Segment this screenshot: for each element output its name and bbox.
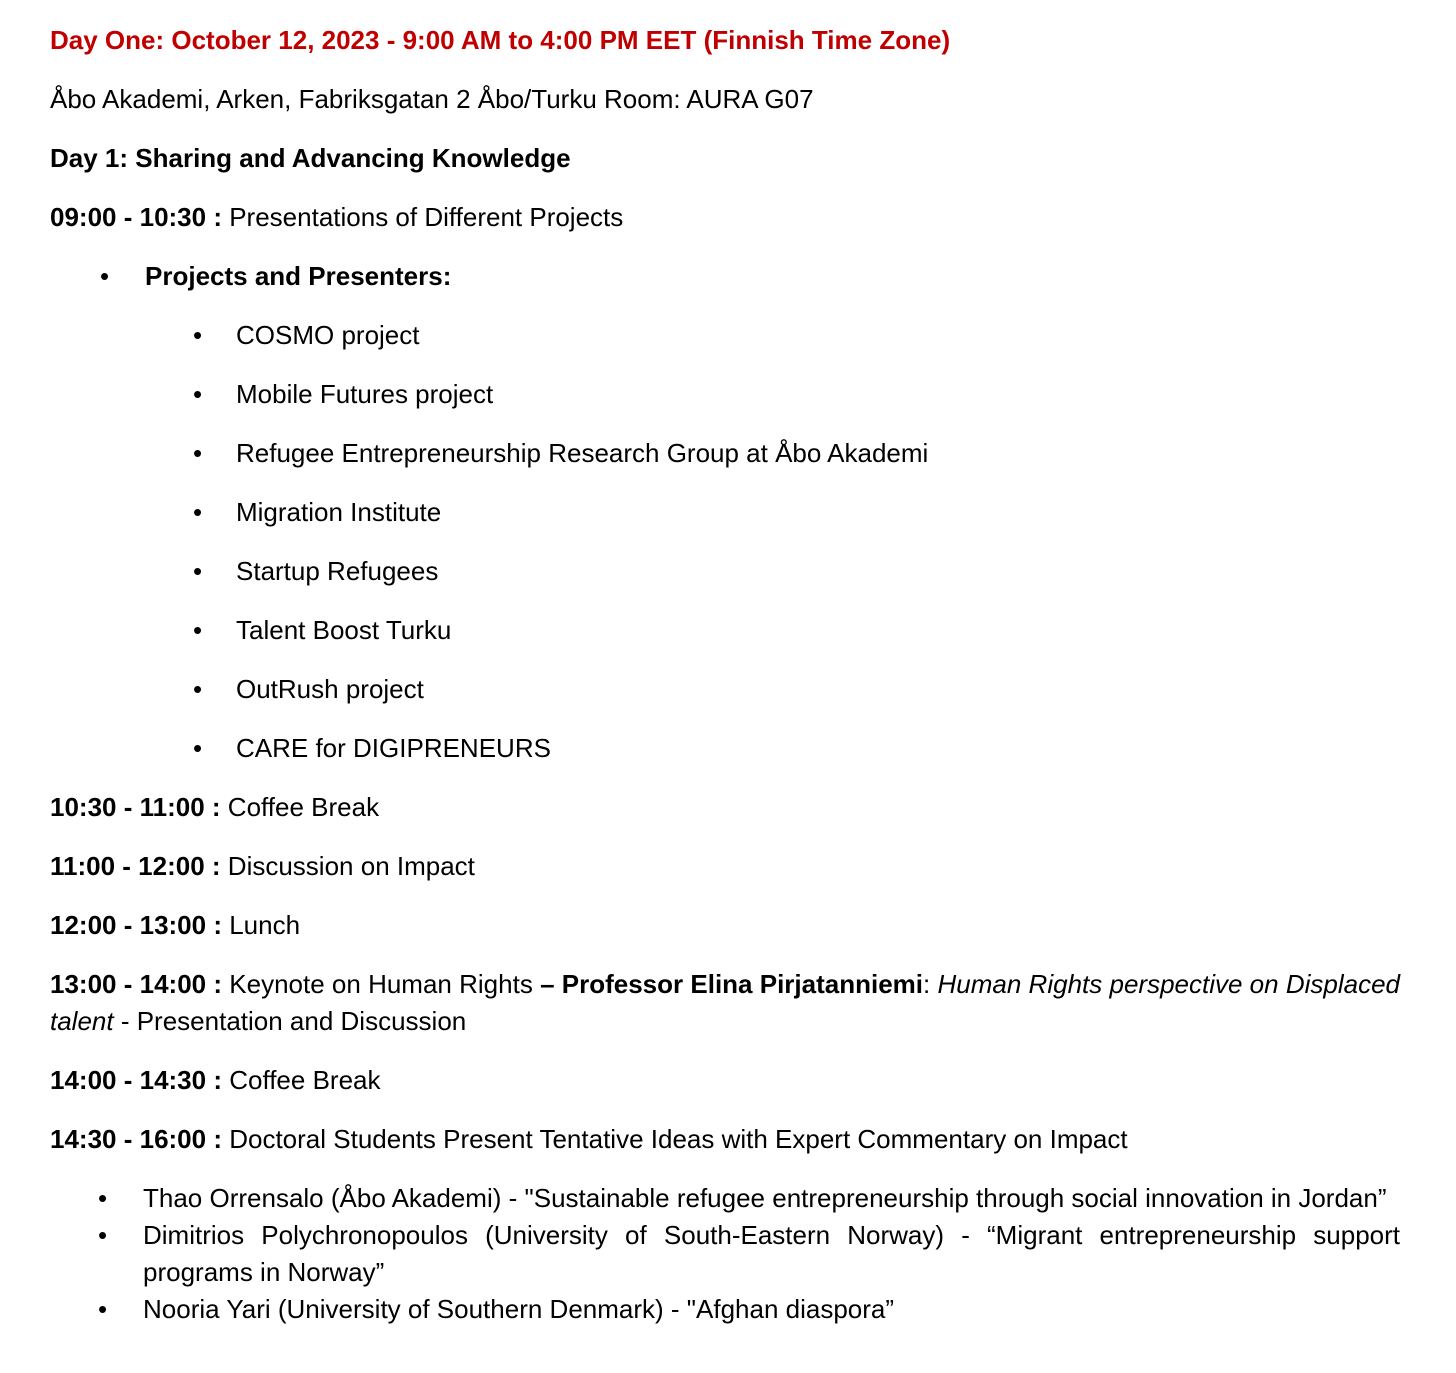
bullet-icon: • — [98, 1294, 108, 1324]
bullet-icon: • — [193, 615, 203, 645]
bullet-icon: • — [193, 438, 203, 468]
bullet-icon: • — [193, 379, 203, 409]
session-title: Lunch — [229, 910, 301, 940]
venue-line: Åbo Akademi, Arken, Fabriksgatan 2 Åbo/Turku Room: AURA G07 — [50, 84, 814, 114]
bullet-icon: • — [193, 497, 203, 527]
session-keynote: 13:00 - 14:00 : Keynote on Human Rights – Professor Elina Pirjatanniemi: Human Rights perspective on Displaced talent - Presentation and Discussion — [50, 969, 1401, 1036]
student-label: Nooria Yari (University of Southern Denmark) - "Afghan diaspora” — [143, 1294, 895, 1324]
project-item — [193, 730, 1400, 767]
project-item — [193, 317, 1400, 354]
projects-header-label: Projects and Presenters: — [145, 261, 452, 291]
session-lunch — [50, 907, 1400, 944]
project-item — [193, 494, 1400, 531]
projects-header-item — [100, 258, 1400, 295]
session-doctoral — [50, 1121, 1400, 1158]
session-time: 14:00 - 14:30 : — [50, 1065, 222, 1095]
project-label: OutRush project — [236, 674, 424, 704]
day-one-heading: Day One: October 12, 2023 - 9:00 AM to 4:00 PM EET (Finnish Time Zone) — [50, 25, 951, 55]
project-label: Mobile Futures project — [236, 379, 494, 409]
project-item — [193, 671, 1400, 708]
session-title: Coffee Break — [229, 1065, 381, 1095]
project-item — [193, 612, 1400, 649]
bullet-icon: • — [193, 320, 203, 350]
project-item — [193, 376, 1400, 413]
session-title: Discussion on Impact — [227, 851, 475, 881]
bullet-icon: • — [193, 674, 203, 704]
student-label: Thao Orrensalo (Åbo Akademi) - "Sustainable refugee entrepreneurship through social innovation in Jordan” — [143, 1183, 1387, 1213]
session-time: 10:30 - 11:00 : — [50, 792, 221, 822]
bullet-icon: • — [193, 733, 203, 763]
project-label: Talent Boost Turku — [236, 615, 452, 645]
bullet-icon: • — [98, 1220, 108, 1250]
bullet-icon: • — [98, 1183, 108, 1213]
doctoral-students-list — [50, 1180, 1400, 1328]
project-label: COSMO project — [236, 320, 420, 350]
project-label: Startup Refugees — [236, 556, 439, 586]
bullet-icon: • — [100, 261, 110, 291]
project-label: CARE for DIGIPRENEURS — [236, 733, 551, 763]
session-coffee-break-1 — [50, 789, 1400, 826]
project-label: Refugee Entrepreneurship Research Group at Åbo Akademi — [236, 438, 929, 468]
project-item — [193, 435, 1400, 472]
project-label: Migration Institute — [236, 497, 442, 527]
session-presentations — [50, 199, 1400, 236]
project-item — [193, 553, 1400, 590]
session-time: 12:00 - 13:00 : — [50, 910, 222, 940]
student-item — [98, 1180, 1400, 1217]
student-item — [98, 1291, 1400, 1328]
student-item — [98, 1217, 1400, 1291]
session-title: Doctoral Students Present Tentative Ideas with Expert Commentary on Impact — [229, 1124, 1128, 1154]
bullet-icon: • — [193, 556, 203, 586]
session-time: 09:00 - 10:30 : — [50, 202, 222, 232]
session-discussion — [50, 848, 1400, 885]
session-coffee-break-2 — [50, 1062, 1400, 1099]
student-label: Dimitrios Polychronopoulos (University of South-Eastern Norway) - “Migrant entrepreneurship support programs in Norway” — [143, 1220, 1400, 1287]
session-time: 14:30 - 16:00 : — [50, 1124, 222, 1154]
day-title: Day 1: Sharing and Advancing Knowledge — [50, 143, 571, 173]
session-time: 11:00 - 12:00 : — [50, 851, 221, 881]
session-title: Coffee Break — [227, 792, 380, 822]
session-title: Presentations of Different Projects — [229, 202, 624, 232]
